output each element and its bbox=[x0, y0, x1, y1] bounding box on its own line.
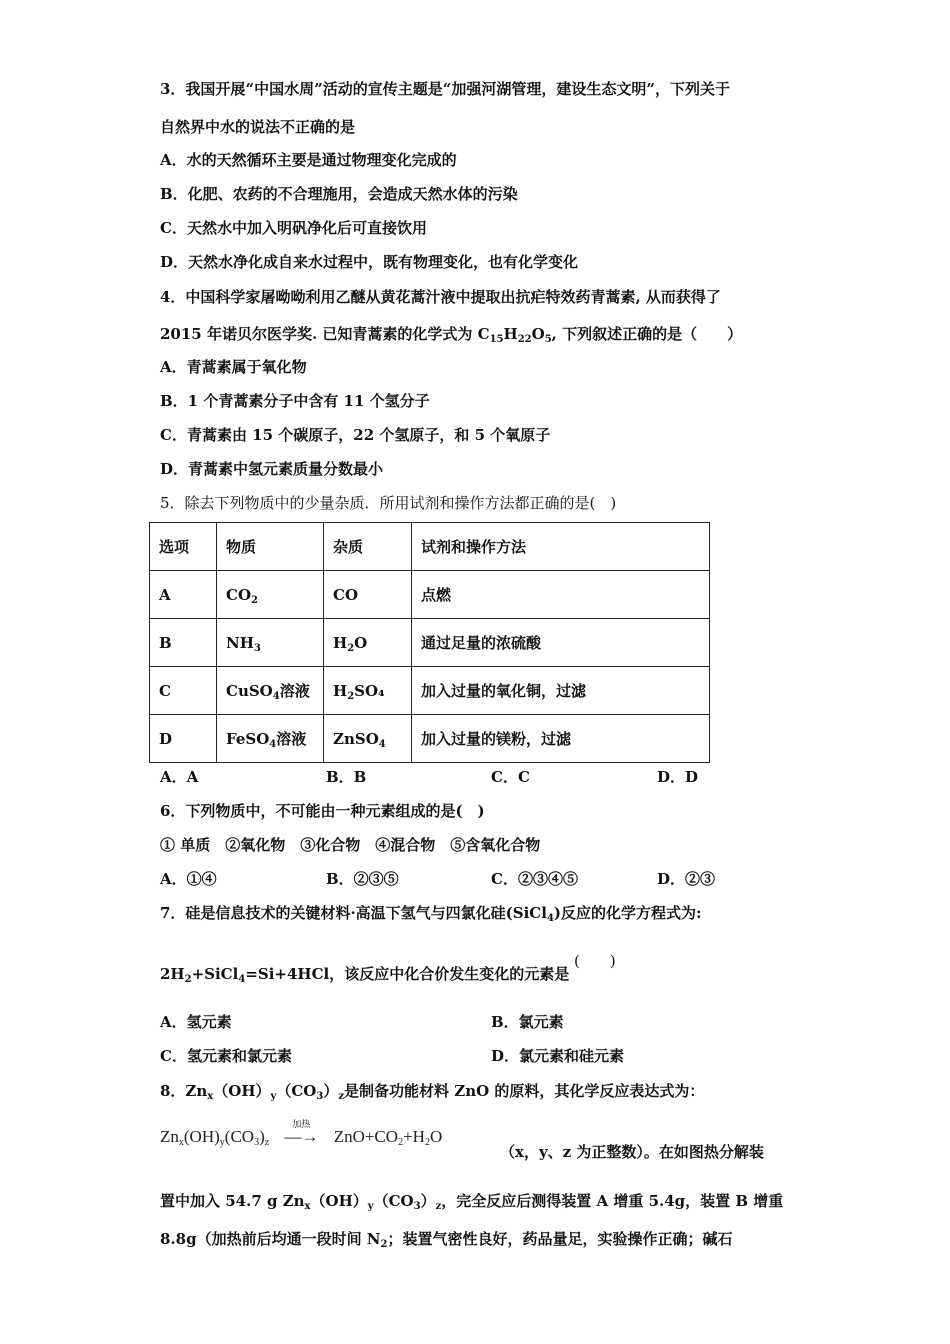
table-row bbox=[150, 667, 710, 715]
q5-option-a: A．A bbox=[160, 768, 199, 786]
cell-method: 点燃 bbox=[412, 571, 710, 619]
q6-items: ① 单质 ②氧化物 ③化合物 ④混合物 ⑤含氧化合物 bbox=[160, 836, 541, 854]
header-option: 选项 bbox=[150, 523, 217, 571]
q8-reaction-formula: $Zn_x(OH)_y(CO_3)_z$ 加热 —→ $ZnO+CO_2+H_2O$ bbox=[160, 1119, 443, 1148]
cell-impurity: ZnSO$_4$ bbox=[324, 715, 412, 763]
q7-equation: $2H_2+SiCl_4=Si+4HCl$，该反应中化合价发生变化的元素是 bbox=[160, 965, 570, 985]
q6-option-a: A．①④ bbox=[160, 870, 217, 888]
q8-formula-tail: （x，y、z 为正整数）。在如图热分解装 bbox=[500, 1143, 764, 1161]
cell-substance: $NH_3$ bbox=[217, 619, 324, 667]
table-row bbox=[150, 571, 710, 619]
q7-stem: 7．硅是信息技术的关键材料·高温下氢气与四氯化硅(SiCl$_4$)反应的化学方程式为: bbox=[160, 904, 702, 924]
q4-stem-line2: 2015 年诺贝尔医学奖. 已知青蒿素的化学式为 $C_{15}H_{22}O_5$, 下列叙述正确的是（ ） bbox=[160, 325, 743, 345]
q3-option-b: B．化肥、农药的不合理施用，会造成天然水体的污染 bbox=[160, 185, 518, 203]
q4-option-a: A．青蒿素属于氧化物 bbox=[160, 358, 307, 376]
q3-stem-line1: 3．我国开展“中国水周”活动的宣传主题是“加强河湖管理，建设生态文明”，下列关于 bbox=[160, 80, 730, 98]
q5-option-c: C．C bbox=[491, 768, 530, 786]
q6-option-d: D．②③ bbox=[657, 870, 716, 888]
cell-option: A bbox=[150, 571, 217, 619]
q7-option-c: C．氢元素和氯元素 bbox=[160, 1047, 292, 1065]
reaction-arrow: 加热 —→ bbox=[273, 1127, 329, 1147]
q4-option-b: B．1 个青蒿素分子中含有 11 个氢分子 bbox=[160, 392, 430, 410]
cell-option: D bbox=[150, 715, 217, 763]
cell-method: 通过足量的浓硫酸 bbox=[412, 619, 710, 667]
cell-option: B bbox=[150, 619, 217, 667]
q3-stem-line2: 自然界中水的说法不正确的是 bbox=[160, 118, 356, 136]
table-row bbox=[150, 619, 710, 667]
q4-option-d: D．青蒿素中氢元素质量分数最小 bbox=[160, 460, 384, 478]
header-impurity: 杂质 bbox=[324, 523, 412, 571]
table-row bbox=[150, 715, 710, 763]
q3-option-a: A．水的天然循环主要是通过物理变化完成的 bbox=[160, 151, 457, 169]
q5-option-b: B．B bbox=[326, 768, 367, 786]
q4-stem-line1: 4．中国科学家屠呦呦利用乙醚从黄花蒿汁液中提取出抗疟特效药青蒿素, 从而获得了 bbox=[160, 288, 721, 306]
cell-option: C bbox=[150, 667, 217, 715]
q5-table bbox=[149, 522, 710, 763]
cell-impurity: $H_2SO_4$ bbox=[324, 667, 412, 715]
q8-line3: 8.8g（加热前后均通一段时间 $N_2$；装置气密性良好，药品量足，实验操作正确；碱石 bbox=[160, 1230, 733, 1250]
q6-option-c: C．②③④⑤ bbox=[491, 870, 578, 888]
q6-stem: 6．下列物质中，不可能由一种元素组成的是( ) bbox=[160, 802, 485, 820]
q4-option-c: C．青蒿素由 15 个碳原子，22 个氢原子，和 5 个氧原子 bbox=[160, 426, 551, 444]
q7-option-d: D．氯元素和硅元素 bbox=[491, 1047, 625, 1065]
q6-option-b: B．②③⑤ bbox=[326, 870, 399, 888]
cell-method: 加入过量的氧化铜，过滤 bbox=[412, 667, 710, 715]
q5-option-d: D．D bbox=[657, 768, 699, 786]
header-substance: 物质 bbox=[217, 523, 324, 571]
cell-impurity: CO bbox=[324, 571, 412, 619]
q7-answer-paren: ( ) bbox=[574, 952, 616, 970]
q5-stem: 5．除去下列物质中的少量杂质．所用试剂和操作方法都正确的是( ) bbox=[160, 494, 617, 512]
heat-condition: 加热 bbox=[292, 1119, 311, 1129]
header-method: 试剂和操作方法 bbox=[412, 523, 710, 571]
q3-option-c: C．天然水中加入明矾净化后可直接饮用 bbox=[160, 219, 427, 237]
cell-impurity: $H_2O$ bbox=[324, 619, 412, 667]
cell-substance: CuSO$_4$溶液 bbox=[217, 667, 324, 715]
cell-substance: FeSO$_4$溶液 bbox=[217, 715, 324, 763]
q3-option-d: D．天然水净化成自来水过程中，既有物理变化，也有化学变化 bbox=[160, 253, 579, 271]
q8-stem: 8．$Zn_x(OH)_y(CO_3)_z$是制备功能材料 ZnO 的原料，其化学反应表达式为： bbox=[160, 1082, 705, 1102]
cell-substance: $CO_2$ bbox=[217, 571, 324, 619]
q7-option-b: B．氯元素 bbox=[491, 1013, 564, 1031]
cell-method: 加入过量的镁粉，过滤 bbox=[412, 715, 710, 763]
q8-line2: 置中加入 54.7 g $Zn_x(OH)_y(CO_3)_z$，完全反应后测得装置 A 增重 5.4g，装置 B 增重 bbox=[160, 1192, 784, 1212]
q7-option-a: A．氢元素 bbox=[160, 1013, 232, 1031]
table-header-row bbox=[150, 523, 710, 571]
